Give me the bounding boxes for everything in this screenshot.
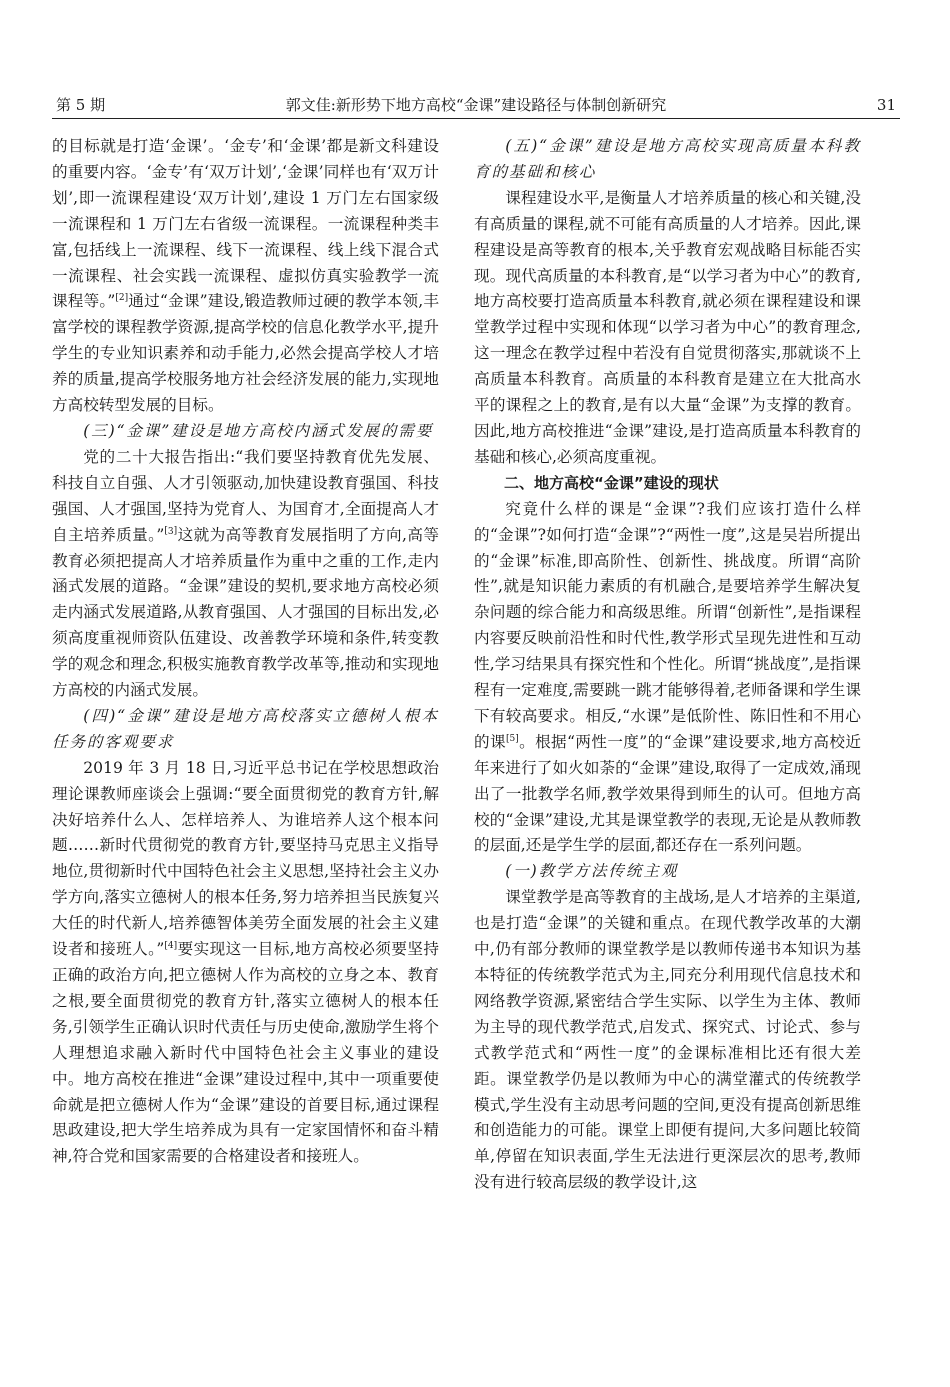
paragraph: 党的二十大报告指出:“我们要坚持教育优先发展、科技自立自强、人才引领驱动,加快建设教育强国、科技强国、人才强国,坚持为党育人、为国育才,全面提高人才自主培养质量。”[ $^3$] 这就为高等教育发展指明了方向,高等教育必须把提高人才培养质量作为重中之重的工作,走内涵式发展的道路。“金课”建设的契机,要求地方高校必须走内涵式发展道路,从教育强国、人才强国的目标出发,必须高度重视师资队伍建设、改善教学环境和条件,转变教学的观念和理念,积极实施教育教学改革等,推动和实现地方高校的内涵式发展。 [52, 445, 439, 704]
subsection-heading: (五)“金课”建设是地方高校实现高质量本科教育的基础和核心 [474, 137, 861, 181]
citation: [ $^2$] [115, 293, 128, 303]
subsection-heading: (一)教学方法传统主观 [505, 862, 679, 881]
issue-number: 第 5 期 [56, 96, 106, 114]
section-heading: 二、地方高校“金课”建设的现状 [504, 473, 719, 492]
citation: [ $^5$] [506, 734, 519, 744]
subsection-heading: (四)“金课”建设是地方高校落实立德树人根本任务的客观要求 [52, 706, 439, 751]
citation: [ $^3$] [164, 526, 177, 536]
page-number: 31 [876, 96, 896, 114]
paragraph: 课堂教学是高等教育的主战场,是人才培养的主渠道,也是打造“金课”的关键和重点。在现代教学改革的大潮中,仍有部分教师的课堂教学是以教师传递书本知识为基本特征的传统教学范式为主,同充分利用现代信息技术和网络教学资源,紧密结合学生实际、以学生为主体、教师为主导的现代教学范式,启发式、探究式、讨论式、参与式教学范式和“两性一度”的金课标准相比还有很大差距。课堂教学仍是以教师为中心的满堂灌式的传统教学模式,学生没有主动思考问题的空间,更没有提高创新思维和创造能力的可能。课堂上即便有提问,大多问题比较简单,停留在知识表面,学生无法进行更深层次的思考,教师没有进行较高层级的教学设计,这 [474, 888, 861, 1192]
paragraph: 2019 年 3 月 18 日,习近平总书记在学校思想政治理论课教师座谈会上强调:“要全面贯彻党的教育方针,解决好培养什么人、怎样培养人、为谁培养人这个根本问题……新时代贯彻党的教育方针,要坚持马克思主义指导地位,贯彻新时代中国特色社会主义思想,坚持社会主义办学方向,落实立德树人的根本任务,努力培养担当民族复兴大任的时代新人,培养德智体美劳全面发展的社会主义建设者和接班人。”[ $^4$] 要实现这一目标,地方高校必须要坚持正确的政治方向,把立德树人作为高校的立身之本、教育之根,要全面贯彻党的教育方针,落实立德树人的根本任务,引领学生正确认识时代责任与历史使命,激励学生将个人理想追求融入新时代中国特色社会主义事业的建设中。地方高校在推进“金课”建设过程中,其中一项重要使命就是把立德树人作为“金课”建设的首要目标,通过课程思政建设,把大学生培养成为具有一定家国情怀和奋斗精神,符合党和国家需要的合格建设者和接班人。 [52, 756, 439, 1171]
paragraph: 的目标就是打造‘金课’。‘金专’和‘金课’都是新文科建设的重要内容。‘金专’有‘双万计划’,‘金课’同样也有‘双万计划’,即一流课程建设‘双万计划’,建设 1 万门左右国家级一流课程和 1 万门左右省级一流课程。一流课程种类丰富,包括线上一流课程、线下一流课程、线上线下混合式一流课程、社会实践一流课程、虚拟仿真实验教学一流课程等。”[ $^2$] 通过“金课”建设,锻造教师过硬的教学本领,丰富学校的课程教学资源,提高学校的信息化教学水平,提升学生的专业知识素养和动手能力,必然会提高学校人才培养的质量,提高学校服务地方社会经济发展的能力,实现地方高校转型发展的目标。 [52, 134, 439, 419]
subsection-heading: (三)“金课”建设是地方高校内涵式发展的需要 [83, 421, 434, 440]
running-title: 郭文佳:新形势下地方高校“金课”建设路径与体制创新研究 [285, 96, 667, 114]
citation: [ $^4$] [164, 941, 177, 951]
paragraph: 究竟什么样的课是“金课”?我们应该打造什么样的“金课”?如何打造“金课”?“两性一度”,这是吴岩所提出的“金课”标准,即高阶性、创新性、挑战度。所谓“高阶性”,就是知识能力素质的有机融合,是要培养学生解决复杂问题的综合能力和高级思维。所谓“创新性”,是指课程内容要反映前沿性和时代性,教学形式呈现先进性和互动性,学习结果具有探究性和个性化。所谓“挑战度”,是指课程有一定难度,需要跳一跳才能够得着,老师备课和学生课下有较高要求。相反,“水课”是低阶性、陈旧性和不用心的课[ $^5$] 。根据“两性一度”的“金课”建设要求,地方高校近年来进行了如火如荼的“金课”建设,取得了一定成效,涌现出了一批教学名师,教学效果得到师生的认可。但地方高校的“金课”建设,尤其是课堂教学的表现,无论是从教师教的层面,还是学生学的层面,都还存在一系列问题。 [474, 497, 861, 860]
paragraph: 课程建设水平,是衡量人才培养质量的核心和关键,没有高质量的课程,就不可能有高质量的人才培养。因此,课程建设是高等教育的根本,关乎教育宏观战略目标能否实现。现代高质量的本科教育,是“以学习者为中心”的教育,地方高校要打造高质量本科教育,就必须在课程建设和课堂教学过程中实现和体现“以学习者为中心”的教育理念,这一理念在教学过程中若没有自觉贯彻落实,那就谈不上高质量本科教育。高质量的本科教育是建立在大批高水平的课程之上的教育,是有以大量“金课”为支撑的教育。因此,地方高校推进“金课”建设,是打造高质量本科教育的基础和核心,必须高度重视。 [474, 188, 861, 466]
left-column [52, 134, 439, 1370]
right-column [474, 134, 861, 1370]
running-header [52, 92, 900, 119]
